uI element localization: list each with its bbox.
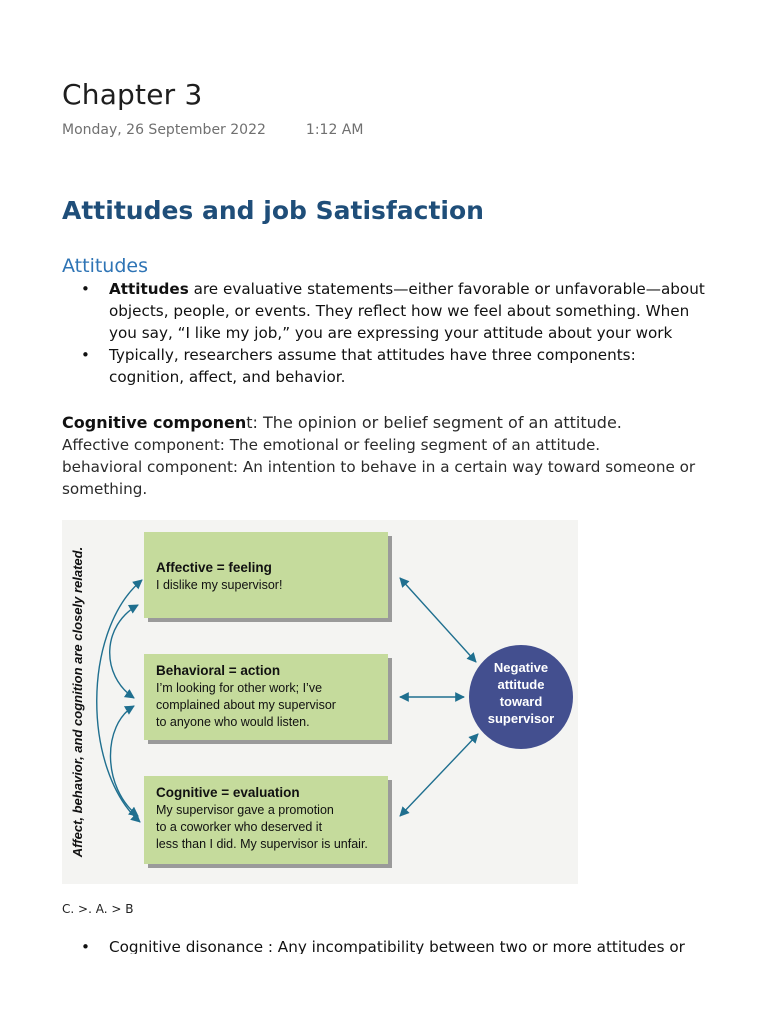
attitude-components-figure [62,520,578,884]
behavioral-definition: behavioral component: An intention to behave in a certain way toward someone or something. [62,458,696,498]
figure-caption: C. >. A. > B [62,902,134,916]
behavioral-heading: Behavioral = action [156,663,281,678]
behavioral-line: to anyone who would listen. [156,715,310,729]
behavioral-line: complained about my supervisor [156,698,336,712]
affective-definition: Affective component: The emotional or feeling segment of an attitude. [62,436,601,454]
circle-line: toward [499,694,543,709]
list-item [62,344,712,388]
list-item [62,278,712,344]
cognitive-line: to a coworker who deserved it [156,820,323,834]
circle-line: Negative [493,660,549,675]
affective-line: I dislike my supervisor! [156,578,283,592]
cognitive-heading: Cognitive = evaluation [156,785,300,800]
section-heading: Attitudes and job Satisfaction [62,196,484,225]
cognitive-box [144,776,392,868]
list-item: • Cognitive disonance : Any incompatibility between two or more attitudes or [62,936,722,954]
left-connector-arrow [110,706,138,816]
subsection-heading: Attitudes [62,255,148,277]
behavioral-line: I’m looking for other work; I’ve [156,681,323,695]
cognitive-line: My supervisor gave a promotion [156,803,334,817]
bullet-text: Typically, researchers assume that attitudes have three components: cognition, affect, and behavior. [109,346,636,386]
circle-line: supervisor [487,711,555,726]
bullet-text: are evaluative statements—either favorable or unfavorable—about objects, people, or events. They reflect how we feel about something. When you say, “I like my job,” you are expressing your attitude about your work [109,280,705,342]
bullet-bold-term: Attitudes [109,280,189,298]
connector-arrow [400,734,478,816]
circle-line: attitude [497,677,545,692]
components-definitions [62,412,712,500]
cognitive-definition [62,412,712,434]
page-timestamp [62,122,363,138]
behavioral-box [144,654,392,744]
figure-side-label: Affect, behavior, and cognition are closely related. [70,546,85,858]
page-date: Monday, 26 September 2022 [62,122,266,138]
cognitive-dissonance-list [62,936,722,954]
cognitive-term: Cognitive componen [62,413,247,432]
attitudes-bullet-list [62,278,712,388]
negative-attitude-circle [469,645,573,749]
connector-arrow [400,578,476,662]
cognitive-line: less than I did. My supervisor is unfair. [156,837,368,851]
cognitive-text: t: The opinion or belief segment of an attitude. [246,413,622,432]
page-time: 1:12 AM [305,122,364,138]
left-connector-arrow [97,580,142,822]
page-title: Chapter 3 [62,78,203,111]
affective-heading: Affective = feeling [156,560,272,575]
affective-box [144,532,392,622]
figure-diagram [62,520,578,884]
